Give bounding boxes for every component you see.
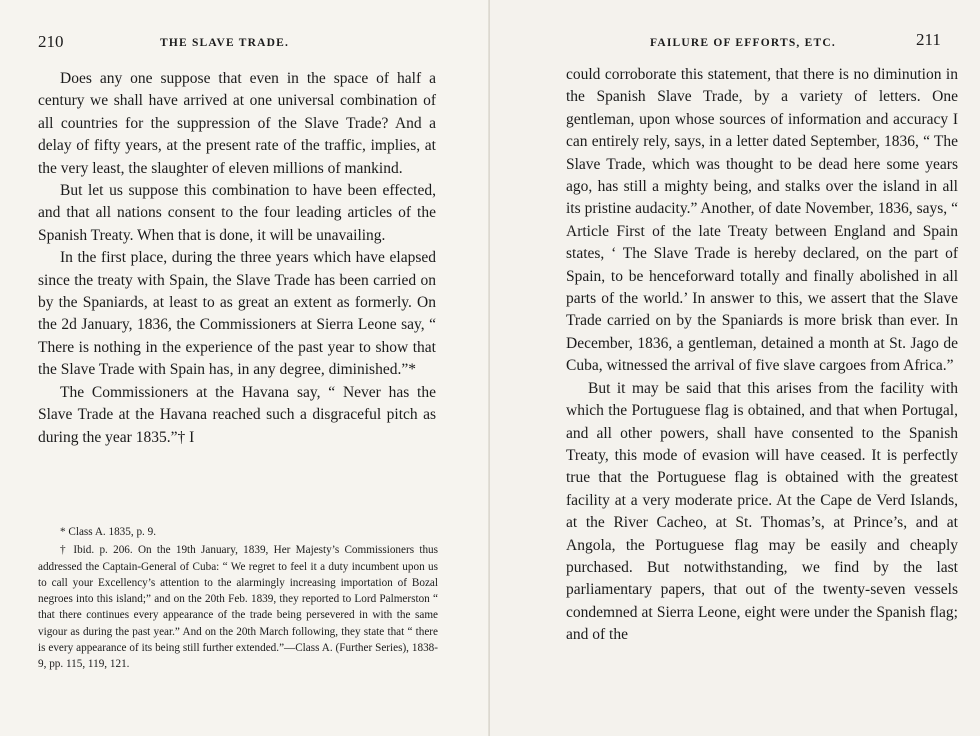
right-page — [490, 0, 980, 736]
paragraph: In the first place, during the three years which have elapsed since the treaty with Spain, the Slave Trade has been carried on by the Spaniards, at least to as great an extent as formerly. On the 2d January, 1836, the Commissioners at Sierra Leone say, “ There is nothing in the experience of the past year to show that the Slave Trade with Spain has, in any degree, diminished.”* — [38, 249, 436, 379]
body-text — [566, 64, 958, 647]
body-text — [38, 68, 436, 449]
footnote: † Ibid. p. 206. On the 19th January, 1839, Her Majesty’s Commissioners thus addressed the Captain-General of Cuba: “ We regret to feel it a duty incumbent upon us to call your Excellency’s attention to the alarmingly increasing importation of Bozal negroes into this island;” and on the 20th Feb. 1839, they reported to Lord Palmerston “ that there continues every appearance of the trade being persevered in with the same vigour as during the past year.” And on the 20th March following, they state that “ there is every appearance of its being still further extended.”—Class A. (Further Series), 1838-9, pp. 115, 119, 121. — [38, 544, 438, 671]
paragraph: But it may be said that this arises from the facility with which the Portuguese flag is obtained, and that when Portugal, and all other powers, shall have consented to the Spanish Treaty, this mode of evasion will have ceased. It is perfectly true that the Portuguese flag is obtained with the greatest facility at a very moderate price. At the Cape de Verd Islands, at the River Cacheo, at St. Thomas’s, at Prince’s, and at Angola, the Portuguese flag may be easily and cheaply purchased. But notwithstanding, we find by the last parliamentary papers, that out of the twenty-seven vessels condemned at Sierra Leone, eight were under the Spanish flag; and of the — [566, 379, 958, 644]
paragraph: Does any one suppose that even in the space of half a century we shall have arrived at one universal combination of all countries for the suppression of the Slave Trade? And a delay of fifty years, at the present rate of the traffic, implies, at the very least, the slaughter of eleven millions of mankind. — [38, 70, 436, 177]
running-head: FAILURE OF EFFORTS, ETC. — [650, 37, 836, 49]
page-number: 211 — [916, 30, 941, 49]
running-head: THE SLAVE TRADE. — [160, 37, 290, 49]
footnotes — [38, 524, 438, 675]
footnote: * Class A. 1835, p. 9. — [60, 526, 157, 538]
paragraph: But let us suppose this combination to have been effected, and that all nations consent to the four leading articles of the Spanish Treaty. When that is done, it will be unavailing. — [38, 182, 436, 244]
page-number: 210 — [38, 32, 64, 51]
paragraph: could corroborate this statement, that there is no diminution in the Spanish Slave Trade, by a variety of letters. One gentleman, upon whose sources of information and accuracy I can entirely rely, says, in a letter dated September, 1836, “ The Slave Trade, which was thought to be dead here some years ago, has still a mighty being, and stalks over the island in all its pristine audacity.” Another, of date November, 1836, says, “ Article First of the late Treaty between England and Spain states, ‘ The Slave Trade is hereby declared, on the part of Spain, to be henceforward totally and finally abolished in all parts of the world.’ In answer to this, we assert that the Slave Trade carried on by the Spaniards is more brisk than ever. In December, 1836, a gentleman, detained a month at St. Jago de Cuba, witnessed the arrival of five slave cargoes from Africa.” — [566, 66, 958, 375]
paragraph: The Commissioners at the Havana say, “ Never has the Slave Trade at the Havana reached such a disgraceful pitch as during the year 1835.”† I — [38, 383, 436, 446]
